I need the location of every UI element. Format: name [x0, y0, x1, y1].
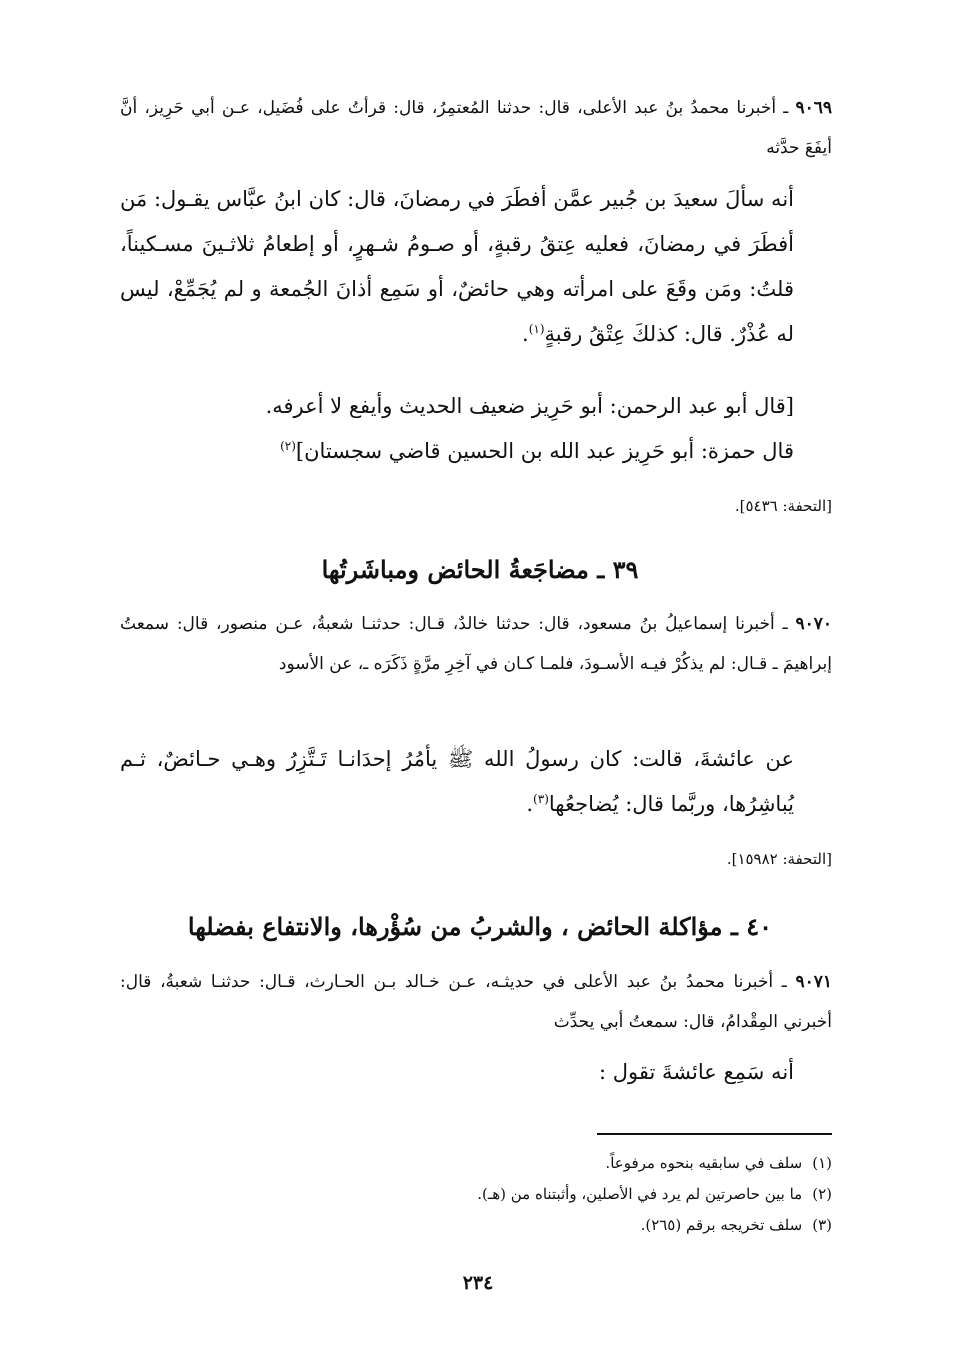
page-number: ٢٣٤	[462, 1272, 494, 1294]
matn-end: .	[522, 322, 529, 346]
hadith-number: ٩٠٧٠	[795, 614, 833, 634]
hadith-number: ٩٠٦٩	[795, 98, 832, 118]
footnote-2	[120, 1179, 832, 1210]
footnote-1	[120, 1148, 832, 1179]
matn-text: عن عائشةَ، قالت: كان رسولُ الله ﷺ يأمُرُ إحدَانـا تَـتَّزِرُ وهـي حـائضٌ، ثـم يُباشِرُها، وربَّما قال: يُضاجعُها	[120, 747, 794, 816]
tuhfa-reference-9070: [التحفة: ١٥٩٨٢].	[726, 850, 832, 868]
matn-text: أنه سألَ سعيدَ بن جُبير عمَّن أفطَرَ في رمضانَ، قال: كان ابنُ عبَّاس يقـول: مَن أفطَرَ في رمضانَ، فعليه عِتقُ رقبةٍ، أو صـومُ شـهرٍ، أو إطعامُ ثلاثـينَ مسـكيناً، قلتُ: ومَن وقَعَ على امرأته وهي حائضٌ، أو سَمِع أذانَ الجُمعة و لم يُجَمِّعْ، ليس له عُذْرٌ. قال: كذلكَ عِتْقُ رقبةٍ	[120, 187, 794, 346]
matn-end: .	[526, 792, 534, 816]
footnote-ref-1[interactable]: (١)	[528, 322, 545, 336]
hadith-9070-matn	[120, 737, 832, 827]
chapter-40-title: ٤٠ ـ مؤاكلة الحائض ، والشربُ من سُؤْرها، والانتفاع بفضلها	[187, 912, 773, 941]
footnote-text: سلف تخريجه برقم (٢٦٥).	[640, 1216, 803, 1234]
footnote-ref-2[interactable]: (٢)	[280, 439, 296, 453]
isnad-text: ـ أخبرنا محمدُ بنُ عبد الأعلى في حديثـه، عـن خـالد بـن الحـارث، قـال: حدثنـا شعبةُ، قال: أخبرني المِقْدامُ، قال: سمعتُ أبي يحدِّث	[120, 972, 832, 1032]
hadith-9069-isnad	[120, 88, 832, 168]
footnote-text: سلف في سابقيه بنحوه مرفوعاً.	[605, 1154, 803, 1172]
chapter-39-title: ٣٩ ـ مضاجَعةُ الحائض ومباشَرتُها	[321, 555, 639, 584]
hadith-9071-matn: أنه سَمِع عائشةَ تقول :	[599, 1060, 794, 1084]
hadith-number: ٩٠٧١	[795, 972, 832, 992]
hadith-9071-isnad	[120, 962, 832, 1042]
footnotes	[120, 1148, 832, 1241]
footnote-mark: (٣)	[812, 1216, 832, 1234]
editor-note	[120, 384, 832, 474]
isnad-text: ـ أخبرنا محمدُ بنُ عبد الأعلى، قال: حدثنا المُعتمِرُ، قال: قرأتُ على فُضَيل، عـن أبي حَرِيز، أنَّ أيفَعَ حدَّثه	[120, 98, 832, 158]
footnote-ref-3[interactable]: (٣)	[533, 792, 549, 806]
footnote-mark: (٢)	[812, 1185, 832, 1203]
isnad-text: ـ أخبرنا إسماعيلُ بنُ مسعود، قال: حدثنا خالدٌ، قـال: حدثنـا شعبةُ، عـن منصور، قال: سمعتُ إبراهيمَ ـ قـال: لم يذكُرْ فيـه الأسـودَ، فلمـا كـان في آخِرِ مرَّةٍ ذَكَرَه ـ، عن الأسود	[120, 614, 832, 674]
footnote-text: ما بين حاصرتين لم يرد في الأصلين، وأثبتناه من (هـ).	[477, 1185, 803, 1203]
hadith-9070-isnad	[120, 604, 832, 684]
hadith-9069-matn	[120, 177, 832, 357]
footnote-mark: (١)	[812, 1154, 832, 1172]
editor-note-line-2	[120, 429, 794, 474]
footnote-3	[120, 1210, 832, 1241]
editor-note-line-2-text: قال حمزة: أبو حَرِيز عبد الله بن الحسين قاضي سجستان]	[295, 439, 794, 463]
tuhfa-reference-9069: [التحفة: ٥٤٣٦].	[734, 497, 832, 515]
editor-note-line-1: [قال أبو عبد الرحمن: أبو حَرِيز ضعيف الحديث وأيفع لا أعرفه.	[265, 394, 794, 418]
footnote-divider	[597, 1133, 832, 1135]
